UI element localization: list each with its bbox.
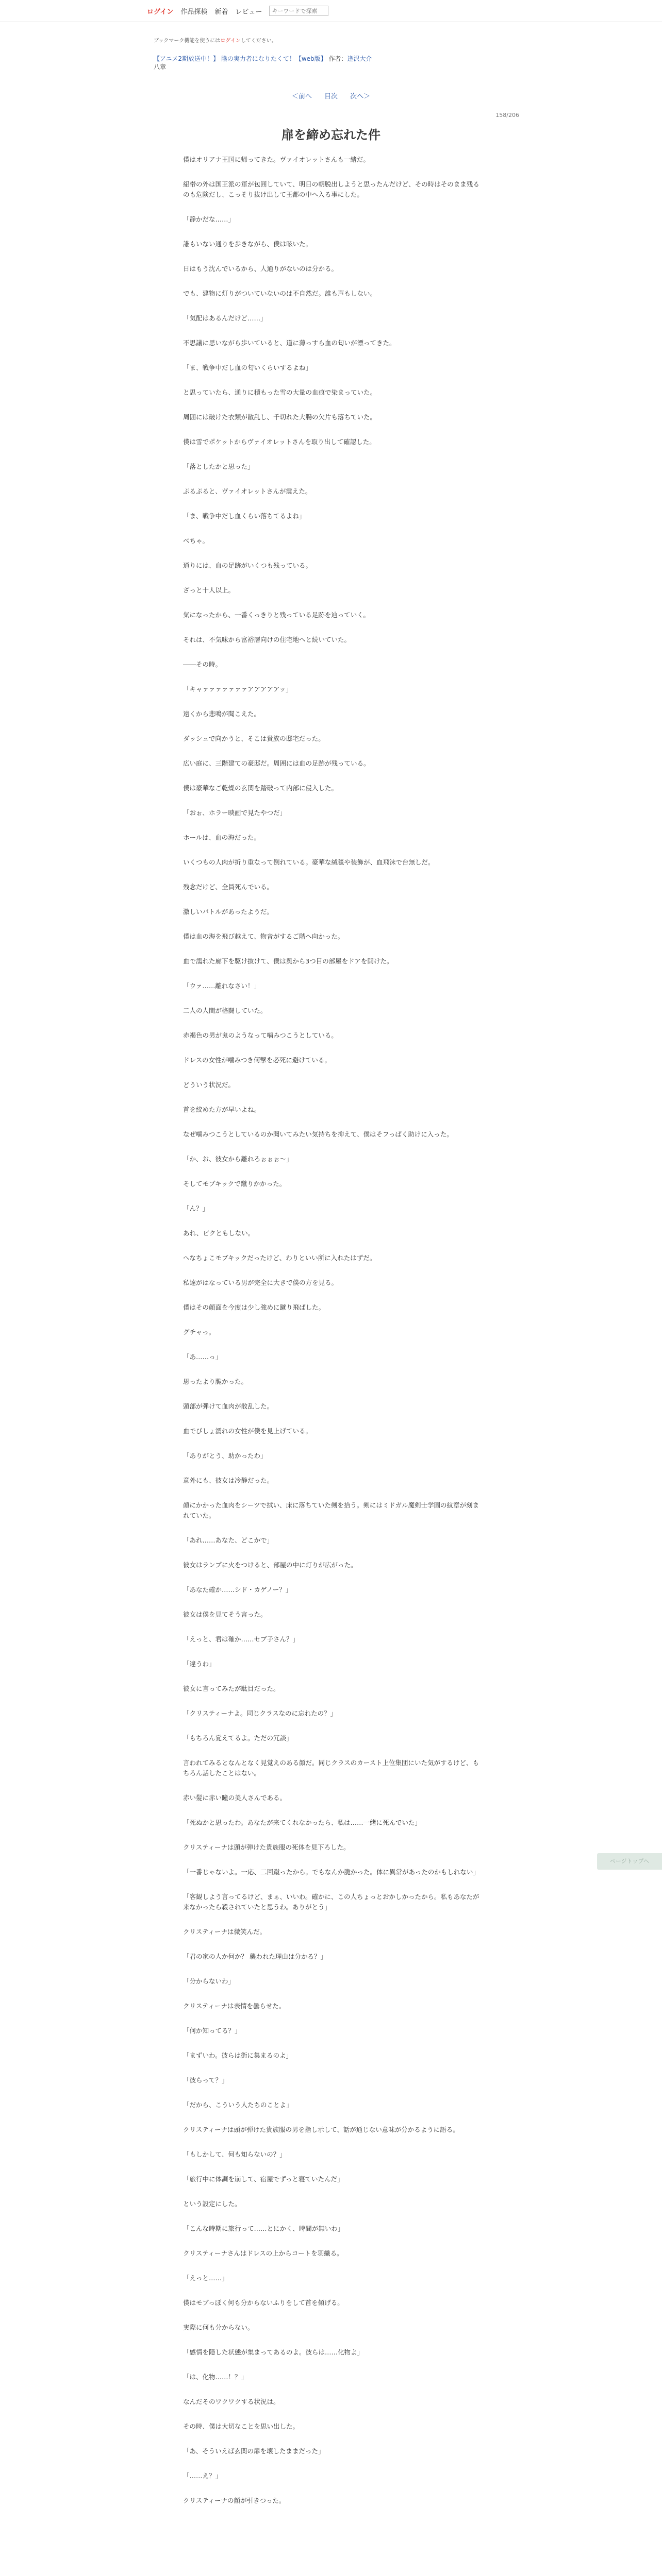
paragraph: 「ま、戦争中だし血の匂いくらいするよね」: [183, 364, 312, 371]
search-input[interactable]: [269, 6, 328, 16]
page-top-button[interactable]: ページトップへ: [597, 1853, 662, 1870]
paragraph: 「静かだな……」: [183, 215, 235, 223]
paragraph: クリスティーナは頭が弾けた貴族服の男を指し示して、話が通じない意味が分かるように語る。: [183, 2126, 459, 2133]
paragraph: 二人の人間が格闘していた。: [183, 1007, 267, 1014]
toc-link[interactable]: 目次: [324, 93, 338, 100]
top-bar: [0, 0, 662, 22]
paragraph: あれ、ビクともしない。: [183, 1229, 255, 1237]
paragraph: クリスティーナは微笑んだ。: [183, 1928, 267, 1936]
paragraph: 「何か知ってる？」: [183, 2027, 241, 2035]
paragraph: その時、僕は大切なことを思い出した。: [183, 2422, 300, 2430]
paragraph: グチャっ。: [183, 1328, 216, 1336]
paragraph: 「ま、戦争中だし血くらい落ちてるよね」: [183, 512, 306, 520]
paragraph: それは、不気味から富裕層向けの住宅地へと続いていた。: [183, 636, 351, 643]
bookmark-notice: [154, 36, 277, 44]
paragraph: そしてモブキックで蹴りかかった。: [183, 1180, 286, 1188]
paragraph: 「もしかして、何も知らないの？」: [183, 2150, 286, 2158]
episode-number: 158/206: [495, 112, 519, 118]
paragraph: 彼女に言ってみたが駄目だった。: [183, 1685, 280, 1692]
paragraph: 遠くから悲鳴が聞こえた。: [183, 710, 261, 718]
paragraph: 通りには、血の足跡がいくつも残っている。: [183, 562, 312, 569]
paragraph: どういう状況だ。: [183, 1081, 235, 1089]
pager: [0, 91, 662, 100]
paragraph: クリスティーナは表情を曇らせた。: [183, 2002, 286, 2010]
paragraph: でも、建物に灯りがついていないのは不自然だ。誰も声もしない。: [183, 290, 377, 297]
paragraph: 「落としたかと思った」: [183, 463, 254, 470]
paragraph: 「キャァァァァァァァアアアアアッ」: [183, 685, 292, 693]
notice-prefix: ブックマーク機能を使うには: [154, 38, 221, 44]
paragraph: 「……え？」: [183, 2472, 222, 2480]
paragraph: 赤い髪に赤い瞳の美人さんである。: [183, 1794, 287, 1802]
paragraph: ドレスの女性が噛みつき何撃を必死に避けている。: [183, 1056, 331, 1064]
paragraph: 「客観しよう言ってるけど、まぁ、いいわ。確かに、この人ちょっとおかしかったから。私もあなたが来なかったら殺されていたと思うわ。ありがとう」: [183, 1893, 479, 1911]
paragraph: 広い庭に、三階建ての豪邸だ。周囲には血の足跡が残っている。: [183, 759, 370, 767]
chapter-label: 八章: [154, 63, 167, 71]
nav-new[interactable]: 新着: [214, 8, 228, 16]
top-nav: [147, 6, 328, 16]
author-label: 作者：: [328, 55, 347, 62]
paragraph: 「もちろん覚えてるよ。ただの冗談」: [183, 1734, 293, 1742]
paragraph: 「違うわ」: [183, 1660, 216, 1668]
paragraph: 「こんな時期に旅行って……とにかく、時間が無いわ」: [183, 2225, 344, 2232]
paragraph: ぷるぷると、ヴァイオレットさんが震えた。: [183, 487, 312, 495]
paragraph: 「まずいわ。彼らは街に集まるのよ」: [183, 2052, 293, 2059]
paragraph: 「あれ……あなた、どこかで」: [183, 1536, 274, 1544]
paragraph: 「おぉ、ホラー映画で見たやつだ」: [183, 809, 287, 817]
paragraph: 「分からないわ」: [183, 1977, 235, 1985]
paragraph: 「旅行中に体調を崩して、宿屋でずっと寝ていたんだ」: [183, 2175, 344, 2183]
paragraph: 日はもう沈んでいるから、人通りがないのは分かる。: [183, 265, 338, 273]
paragraph: 顔にかかった血肉をシーツで拭い、床に落ちていた剣を拾う。剣にはミドガル魔剣士学園の紋章が刻まれていた。: [183, 1501, 479, 1519]
paragraph: いくつもの人肉が折り重なって倒れている。豪華な絨毯や装飾が、血飛沫で台無しだ。: [183, 858, 435, 866]
paragraph: 僕は血の海を飛び越えて、物音がするご階へ向かった。: [183, 933, 344, 940]
paragraph: 僕は豪華なご乾燥の玄関を踏破って内部に侵入した。: [183, 784, 338, 792]
paragraph: ――その時。: [183, 660, 222, 668]
notice-suffix: してください。: [240, 38, 277, 44]
login-link[interactable]: ログイン: [147, 8, 174, 16]
paragraph: 「ウァ……離れなさい！」: [183, 982, 260, 990]
paragraph: 「えっと、君は確か……セブ子さん？」: [183, 1635, 300, 1643]
nav-explore[interactable]: 作品探検: [180, 8, 208, 16]
paragraph: 気になったから、一番くっきりと残っている足跡を辿っていく。: [183, 611, 370, 619]
paragraph: なぜ噛みつこうとしているのか聞いてみたい気持ちを抑えて、僕はそフっぱく助けに入った。: [183, 1130, 453, 1138]
paragraph: と思っていたら、通りに積もった雪の大量の血痕で染まっていた。: [183, 388, 377, 396]
paragraph: 首を絞めた方が早いよね。: [183, 1106, 261, 1113]
paragraph: 「あ、そういえば玄関の扉を壊したままだった」: [183, 2447, 325, 2455]
next-link[interactable]: 次へ＞: [350, 93, 371, 100]
paragraph: 私達がはなっている男が完全に大きで僕の方を見る。: [183, 1279, 338, 1286]
paragraph: ホールは、血の海だった。: [183, 834, 260, 841]
paragraph: 意外にも、彼女は冷静だった。: [183, 1477, 274, 1484]
paragraph: 頭部が弾けて血肉が散乱した。: [183, 1402, 274, 1410]
paragraph: 「気配はあるんだけど……」: [183, 314, 267, 322]
paragraph: 血で濡れた廊下を駆け抜けて、僕は奥から3つ目の部屋をドアを開けた。: [183, 957, 393, 965]
paragraph: 激しいバトルがあったようだ。: [183, 908, 273, 916]
paragraph: 「か、お、彼女から離れろぉぉぉ～」: [183, 1155, 293, 1163]
paragraph: 「クリスティーナよ。同じクラスなのに忘れたの？」: [183, 1709, 337, 1717]
novel-body: [183, 155, 485, 2520]
paragraph: 「は、化物……！？」: [183, 2373, 248, 2381]
paragraph: 「君の家の人か何か？ 襲われた理由は分かる？」: [183, 1953, 327, 1960]
author-link[interactable]: 逢沢大介: [347, 55, 372, 62]
paragraph: という設定にした。: [183, 2200, 241, 2208]
paragraph: 実際に何も分からない。: [183, 2324, 254, 2331]
paragraph: 僕はオリアナ王国に帰ってきた。ヴァイオレットさんも一緒だ。: [183, 156, 370, 163]
paragraph: 「あなた確か……シド・カゲノー？」: [183, 1586, 292, 1594]
paragraph: 彼女は僕を見てそう言った。: [183, 1611, 267, 1618]
paragraph: 周囲には破けた衣類が散乱し、千切れた大腸の欠片も落ちていた。: [183, 413, 376, 421]
series-info: [154, 55, 372, 71]
paragraph: 赤褐色の男が鬼のようなって噛みつこうとしている。: [183, 1031, 338, 1039]
prev-link[interactable]: ＜前へ: [291, 93, 312, 100]
paragraph: 「ありがとう、助かったわ」: [183, 1452, 267, 1460]
paragraph: ダッシュで向かうと、そこは貴族の邸宅だった。: [183, 735, 325, 742]
paragraph: 「一番じゃないよ。一応、二回蹴ったから。でもなんか脆かった。体に異常があったのかもしれない」: [183, 1868, 479, 1876]
paragraph: 「死ぬかと思ったわ。あなたが来てくれなかったら、私は……一緒に死んでいた」: [183, 1819, 422, 1826]
paragraph: 「感情を隠した状態が集まってあるのよ。彼らは……化物よ」: [183, 2348, 364, 2356]
paragraph: 紐帯の外は国王派の軍が包囲していて、明日の朝脱出しようと思ったんだけど、その時はそのまま残るのも危険だし、こっそり抜け出して王都の中へ入る事にした。: [183, 180, 479, 198]
notice-login-link[interactable]: ログイン: [220, 38, 241, 44]
paragraph: 僕は雪でポケットからヴァイオレットさんを取り出して確認した。: [183, 438, 376, 446]
paragraph: クリスティーナは頭が弾けた貴族服の死体を見下ろした。: [183, 1843, 350, 1851]
paragraph: 「ん？」: [183, 1205, 209, 1212]
paragraph: 僕はその顔面を今度は少し強めに蹴り飛ばした。: [183, 1303, 325, 1311]
episode-title: 扉を締め忘れた件: [282, 128, 380, 142]
paragraph: 不思議に思いながら歩いていると、道に薄っすら血の匂いが漂ってきた。: [183, 339, 396, 347]
paragraph: ざっと十人以上。: [183, 586, 235, 594]
paragraph: クリスティーナの顔が引きつった。: [183, 2497, 286, 2504]
paragraph: 「彼らって？」: [183, 2076, 228, 2084]
paragraph: 血でびしょ濡れの女性が僕を見上げている。: [183, 1427, 312, 1435]
nav-review[interactable]: レビュー: [235, 8, 262, 16]
paragraph: 言われてみるとなんとなく見覚えのある顔だ。同じクラスのカースト上位集団にいた気がするけど、もちろん話したことはない。: [183, 1759, 479, 1777]
paragraph: 「あ……っ」: [183, 1353, 222, 1361]
paragraph: クリスティーナさんはドレスの上からコートを羽織る。: [183, 2249, 343, 2257]
series-title-link[interactable]: 【アニメ2期放送中！】 陰の実力者になりたくて！【web版】: [154, 55, 327, 62]
paragraph: へなちょこモブキックだったけど、わりといい所に入れたはずだ。: [183, 1254, 376, 1262]
paragraph: 思ったより脆かった。: [183, 1378, 248, 1385]
paragraph: 残念だけど、全員死んでいる。: [183, 883, 274, 891]
paragraph: 「えっと……」: [183, 2274, 228, 2282]
paragraph: なんだそのワクワクする状況は。: [183, 2398, 280, 2405]
paragraph: 誰もいない通りを歩きながら、僕は呟いた。: [183, 240, 312, 248]
paragraph: べちゃ。: [183, 537, 209, 545]
paragraph: 彼女はランプに火をつけると、部屋の中に灯りが広がった。: [183, 1561, 357, 1569]
paragraph: 「だから、こういう人たちのことよ」: [183, 2101, 293, 2109]
paragraph: 僕はモブっぽく何も分からないふりをして首を傾げる。: [183, 2299, 344, 2307]
